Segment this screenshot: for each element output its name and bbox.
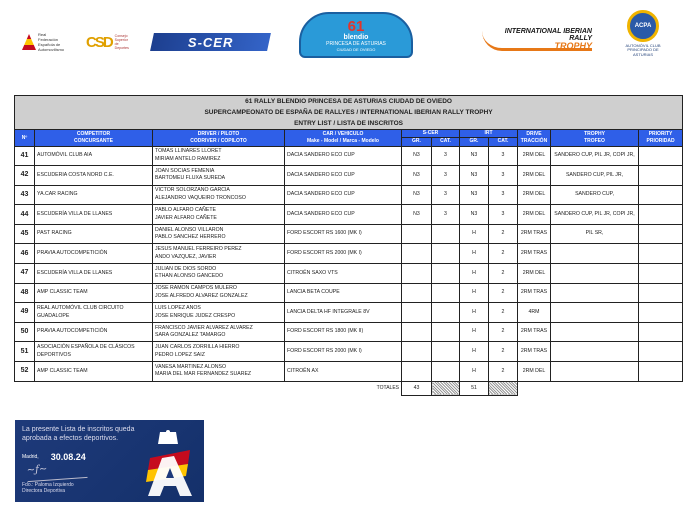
- acpa-disc: ACPA: [627, 10, 659, 42]
- totals-irt-hatch: [489, 381, 518, 395]
- rfeda-emblem-icon: [142, 428, 194, 498]
- scer-category: [432, 362, 460, 382]
- header-scer-cat: CAT.: [432, 137, 460, 146]
- header-irt-gr: GR.: [460, 137, 489, 146]
- crew: [153, 264, 285, 284]
- rally-sponsor: blendio: [343, 34, 369, 41]
- header-irt: IRT: [460, 130, 518, 138]
- crew: [153, 303, 285, 323]
- entry-number: 41: [15, 146, 35, 166]
- header-irt-cat: CAT.: [489, 137, 518, 146]
- competitor: PAST RACING: [35, 224, 153, 244]
- priority: [639, 205, 683, 225]
- driver: JESUS MANUEL FERREIRO PEREZ: [155, 246, 242, 253]
- driver: TOMAS LLINARES LLORET: [155, 148, 222, 155]
- drive: 2RM TRAS: [518, 224, 551, 244]
- approval-date: 30.08.24: [50, 451, 86, 462]
- codriver: MIRIAM ANTELO RAMIREZ: [155, 155, 221, 162]
- signer-name: Fdo.: Paloma Izquierdo: [22, 481, 74, 488]
- header-competitor-en: COMPETITOR: [76, 131, 111, 138]
- trophy: SANDERO CUP, PIL JR, COPI JR,: [551, 146, 639, 166]
- irt-group: N3: [460, 185, 489, 205]
- car: CITROËN SAXO VTS: [285, 264, 402, 284]
- priority: [639, 224, 683, 244]
- scer-group: [402, 244, 432, 264]
- competitor: AMP CLASSIC TEAM: [35, 362, 153, 382]
- trophy: SANDERO CUP, PIL JR, COPI JR,: [551, 205, 639, 225]
- entry-number: 43: [15, 185, 35, 205]
- table-row: [15, 166, 683, 186]
- codriver: JOSE ENRIQUE JUDEZ CRESPO: [155, 312, 236, 319]
- table-row: [15, 283, 683, 303]
- table-row: [15, 146, 683, 166]
- header-driver-1: DRIVER / PILOTO: [197, 131, 240, 138]
- scer-category: 3: [432, 185, 460, 205]
- entry-number: 45: [15, 224, 35, 244]
- competitor: ESCUDERÍA VILLA DE LLANES: [35, 205, 153, 225]
- driver: FRANCISCO JAVIER ALVAREZ ALVAREZ: [155, 324, 253, 331]
- drive: 2RM TRAS: [518, 342, 551, 362]
- irt-group: H: [460, 224, 489, 244]
- driver: VANESA MARTINEZ ALONSO: [155, 363, 227, 370]
- crew: [153, 283, 285, 303]
- scer-category: 3: [432, 205, 460, 225]
- totals-scer-hatch: [432, 381, 460, 395]
- entry-number: 44: [15, 205, 35, 225]
- car: LANCIA DELTA HF INTEGRALE 8V: [285, 303, 402, 323]
- priority: [639, 146, 683, 166]
- irt-line1: INTERNATIONAL IBERIAN RALLY: [504, 28, 592, 42]
- rally-plate-logo: [299, 12, 413, 58]
- irt-category: 2: [489, 342, 518, 362]
- header-car: [285, 130, 402, 147]
- trophy: [551, 342, 639, 362]
- drive: 2RM DEL: [518, 362, 551, 382]
- competitor: YA.CAR RACING: [35, 185, 153, 205]
- entry-number: 50: [15, 322, 35, 342]
- trophy: [551, 244, 639, 264]
- scer-group: [402, 264, 432, 284]
- header-driver: [153, 130, 285, 147]
- header-trophy: [551, 130, 639, 147]
- irt-category: 3: [489, 185, 518, 205]
- header-car-1: CAR / VEHICULO: [322, 131, 364, 138]
- scer-logo-text: S-CER: [187, 34, 234, 50]
- trophy: [551, 362, 639, 382]
- championship-title: SUPERCAMPEONATO DE ESPAÑA DE RALLYES / INTERNATIONAL IBERIAN RALLY TROPHY: [15, 107, 683, 118]
- totals-scer: 43: [402, 381, 432, 395]
- trophy: SANDERO CUP, PIL JR,: [551, 166, 639, 186]
- header-trophy-2: TROFEO: [584, 137, 605, 144]
- header-drive-1: DRIVE: [526, 131, 542, 138]
- car: DACIA SANDERO ECO CUP: [285, 146, 402, 166]
- priority: [639, 362, 683, 382]
- priority: [639, 342, 683, 362]
- drive: 4RM: [518, 303, 551, 323]
- car: FORD ESCORT RS 2000 (MK I): [285, 342, 402, 362]
- drive: 2RM DEL: [518, 205, 551, 225]
- scer-category: [432, 342, 460, 362]
- driver: JUAN CARLOS ZORRILLA HIERRO: [155, 344, 240, 351]
- approval-stamp: [15, 420, 204, 502]
- competitor: REAL AUTOMÓVIL CLUB CIRCUITO GUADALOPE: [35, 303, 153, 323]
- irt-category: 2: [489, 244, 518, 264]
- codriver: ANDO VAZQUEZ, JAVIER: [155, 253, 217, 260]
- driver: VICTOR SOLORZANO GARCIA: [155, 187, 230, 194]
- header-scer: S-CER: [402, 130, 460, 138]
- trophy: SANDERO CUP,: [551, 185, 639, 205]
- trophy: PIL SR,: [551, 224, 639, 244]
- acpa-logo: [620, 10, 666, 58]
- irt-category: 2: [489, 264, 518, 284]
- codriver: BARTOMEU FLUXA SUREDA: [155, 175, 226, 182]
- irt-group: H: [460, 362, 489, 382]
- trophy: [551, 283, 639, 303]
- irt-group: H: [460, 322, 489, 342]
- car: DACIA SANDERO ECO CUP: [285, 185, 402, 205]
- header-num: Nº: [15, 130, 35, 147]
- codriver: MARIA DEL MAR FERNANDEZ SUAREZ: [155, 371, 252, 378]
- table-row: [15, 244, 683, 264]
- scer-logo: [150, 33, 271, 51]
- irt-category: 2: [489, 303, 518, 323]
- header-drive: [518, 130, 551, 147]
- car: FORD ESCORT RS 2000 (MK I): [285, 244, 402, 264]
- irt-category: 2: [489, 362, 518, 382]
- scer-group: [402, 362, 432, 382]
- driver: PABLO ALFARO CAÑETE: [155, 207, 217, 214]
- header-competitor-es: CONCURSANTE: [74, 137, 113, 144]
- table-row: [15, 205, 683, 225]
- drive: 2RM DEL: [518, 185, 551, 205]
- crew: [153, 205, 285, 225]
- competitor: PRAVIA AUTOCOMPETICIÓN: [35, 244, 153, 264]
- scer-category: [432, 224, 460, 244]
- irt-group: H: [460, 244, 489, 264]
- crew: [153, 146, 285, 166]
- competitor: ASOCIACIÓN ESPAÑOLA DE CLÁSICOS DEPORTIVOS: [35, 342, 153, 362]
- irt-group: N3: [460, 146, 489, 166]
- scer-category: [432, 283, 460, 303]
- codriver: JAVIER ALFARO CAÑETE: [155, 214, 217, 221]
- header-drive-2: TRACCIÓN: [520, 137, 548, 144]
- crew: [153, 185, 285, 205]
- scer-category: 3: [432, 166, 460, 186]
- scer-group: N3: [402, 205, 432, 225]
- driver: LUIS LOPEZ ANOS: [155, 305, 201, 312]
- irt-category: 2: [489, 322, 518, 342]
- scer-category: [432, 322, 460, 342]
- header-car-2: Make - Model / Marca - Modelo: [307, 137, 379, 144]
- approval-text: La presente Lista de inscritos queda aprobada a efectos deportivos.: [22, 426, 135, 442]
- header-driver-2: CODRIVER / COPILOTO: [190, 137, 247, 144]
- header-scer-gr: GR.: [402, 137, 432, 146]
- rally-number: 61: [347, 18, 365, 35]
- table-row: [15, 224, 683, 244]
- crew: [153, 362, 285, 382]
- codriver: PABLO SANCHEZ HERRERO: [155, 234, 226, 241]
- drive: 2RM TRAS: [518, 244, 551, 264]
- approval-place: Madrid,: [22, 453, 39, 460]
- competitor: ESCUDERÍA VILLA DE LLANES: [35, 264, 153, 284]
- table-row: [15, 303, 683, 323]
- rfeda-logo-text: Real Federación Española de Automovilismo: [38, 32, 65, 52]
- irt-group: H: [460, 264, 489, 284]
- competitor: AMP CLASSIC TEAM: [35, 283, 153, 303]
- entry-number: 48: [15, 283, 35, 303]
- csd-logo: CSD Consejo Superior de Deportes: [86, 33, 129, 51]
- rally-city: CIUDAD DE OVIEDO: [336, 46, 376, 52]
- irt-line2: TROPHY: [554, 41, 592, 51]
- driver: JULIAN DE DIOS SORDO: [155, 265, 217, 272]
- scer-group: N3: [402, 166, 432, 186]
- driver: DANIEL ALONSO VILLARON: [155, 226, 224, 233]
- table-row: [15, 264, 683, 284]
- codriver: ETHAN ALONSO GANCEDO: [155, 273, 224, 280]
- totals-row: [15, 381, 683, 395]
- drive: 2RM DEL: [518, 166, 551, 186]
- csd-logo-text: Consejo Superior de Deportes: [114, 34, 129, 50]
- entry-number: 49: [15, 303, 35, 323]
- header-priority-1: PRIORITY: [648, 131, 673, 138]
- entry-number: 46: [15, 244, 35, 264]
- priority: [639, 185, 683, 205]
- competitor: AUTOMÓVIL CLUB AIA: [35, 146, 153, 166]
- irt-category: 3: [489, 146, 518, 166]
- irt-logo: [482, 26, 592, 51]
- scer-group: [402, 342, 432, 362]
- car: CITROËN AX: [285, 362, 402, 382]
- competitor: PRAVIA AUTOCOMPETICIÓN: [35, 322, 153, 342]
- irt-group: H: [460, 283, 489, 303]
- totals-irt: 51: [460, 381, 489, 395]
- irt-group: N3: [460, 166, 489, 186]
- trophy: [551, 264, 639, 284]
- codriver: SARA GONZALEZ TAMARGO: [155, 332, 226, 339]
- irt-group: H: [460, 342, 489, 362]
- entry-number: 51: [15, 342, 35, 362]
- trophy: [551, 322, 639, 342]
- entry-number: 52: [15, 362, 35, 382]
- entry-number: 42: [15, 166, 35, 186]
- header-competitor: [35, 130, 153, 147]
- priority: [639, 283, 683, 303]
- drive: 2RM TRAS: [518, 283, 551, 303]
- scer-group: [402, 224, 432, 244]
- scer-category: [432, 244, 460, 264]
- scer-category: [432, 264, 460, 284]
- scer-group: [402, 322, 432, 342]
- acpa-name: AUTOMÓVIL CLUB PRINCIPADO DE ASTURIAS: [625, 43, 661, 57]
- signer-role: Directora Deportiva: [22, 487, 66, 494]
- codriver: JOSE ALFREDO ALVAREZ GONZALEZ: [155, 292, 248, 299]
- scer-group: [402, 303, 432, 323]
- driver: JOSE RAMON CAMPOS MULERO: [155, 285, 237, 292]
- irt-category: 2: [489, 283, 518, 303]
- rfeda-logo: [22, 32, 68, 52]
- irt-group: N3: [460, 205, 489, 225]
- header-priority: [639, 130, 683, 147]
- codriver: PEDRO LOPEZ SAIZ: [155, 351, 205, 358]
- header-priority-2: PRIORIDAD: [646, 137, 675, 144]
- scer-group: N3: [402, 146, 432, 166]
- priority: [639, 303, 683, 323]
- drive: 2RM TRAS: [518, 322, 551, 342]
- drive: 2RM DEL: [518, 264, 551, 284]
- header-trophy-1: TROPHY: [584, 131, 605, 138]
- crew: [153, 166, 285, 186]
- car: FORD ESCORT RS 1600 (MK I): [285, 224, 402, 244]
- event-title: 61 RALLY BLENDIO PRINCESA DE ASTURIAS CIUDAD DE OVIEDO: [15, 96, 683, 108]
- priority: [639, 244, 683, 264]
- codriver: ALEJANDRO VAQUEIRO TRONCOSO: [155, 194, 246, 201]
- car: DACIA SANDERO ECO CUP: [285, 205, 402, 225]
- irt-category: 2: [489, 224, 518, 244]
- signature: ~ƒ~: [26, 460, 87, 481]
- trophy: [551, 303, 639, 323]
- table-row: [15, 362, 683, 382]
- priority: [639, 322, 683, 342]
- scer-category: [432, 303, 460, 323]
- irt-category: 3: [489, 205, 518, 225]
- crew: [153, 342, 285, 362]
- table-row: [15, 342, 683, 362]
- drive: 2RM DEL: [518, 146, 551, 166]
- table-row: [15, 322, 683, 342]
- car: DACIA SANDERO ECO CUP: [285, 166, 402, 186]
- scer-group: [402, 283, 432, 303]
- list-title: ENTRY LIST / LISTA DE INSCRITOS: [15, 118, 683, 130]
- scer-category: 3: [432, 146, 460, 166]
- priority: [639, 166, 683, 186]
- crew: [153, 224, 285, 244]
- car: FORD ESCORT RS 1800 (MK II): [285, 322, 402, 342]
- competitor: ESCUDERIA COSTA NORD C.E.: [35, 166, 153, 186]
- totals-label: TOTALES: [376, 385, 399, 392]
- irt-category: 3: [489, 166, 518, 186]
- crew: [153, 244, 285, 264]
- rally-name: PRINCESA DE ASTURIAS: [326, 41, 386, 48]
- driver: JOAN SOCIAS FEMENIA: [155, 167, 215, 174]
- entry-number: 47: [15, 264, 35, 284]
- irt-group: H: [460, 303, 489, 323]
- crew: [153, 322, 285, 342]
- table-row: [15, 185, 683, 205]
- car: LANCIA BETA COUPE: [285, 283, 402, 303]
- scer-group: N3: [402, 185, 432, 205]
- entry-list-table: [14, 95, 683, 396]
- priority: [639, 264, 683, 284]
